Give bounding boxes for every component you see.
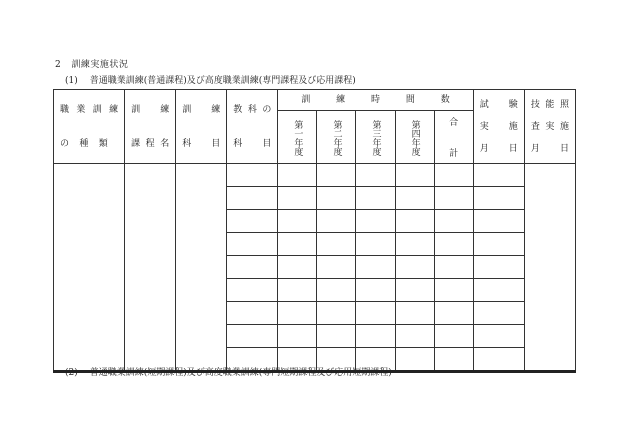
table-cell[interactable] (317, 325, 356, 348)
table-cell[interactable] (473, 164, 524, 187)
table-cell[interactable] (278, 302, 317, 325)
table-cell[interactable] (317, 233, 356, 256)
header-year-3: 第三年度 (356, 111, 395, 164)
subsection-2-number: (2) (65, 368, 78, 378)
table-cell[interactable] (473, 325, 524, 348)
cell-skill-check-date[interactable] (524, 164, 575, 372)
table-cell[interactable] (395, 302, 434, 325)
table-cell[interactable] (395, 325, 434, 348)
table-cell[interactable] (317, 164, 356, 187)
table-cell[interactable] (227, 256, 278, 279)
table-cell[interactable] (278, 187, 317, 210)
table-cell[interactable] (227, 210, 278, 233)
section-number: 2 (55, 60, 62, 70)
table-cell[interactable] (434, 187, 473, 210)
table-cell[interactable] (473, 233, 524, 256)
table-cell[interactable] (473, 279, 524, 302)
header-training-kind: 職 業 訓 練 の 種 類 (54, 90, 125, 164)
table-cell[interactable] (395, 256, 434, 279)
table-cell[interactable] (278, 256, 317, 279)
table-cell[interactable] (227, 302, 278, 325)
table-cell[interactable] (317, 210, 356, 233)
table-cell[interactable] (317, 187, 356, 210)
table-cell[interactable] (278, 233, 317, 256)
table-cell[interactable] (227, 187, 278, 210)
table-cell[interactable] (395, 210, 434, 233)
table-cell[interactable] (317, 302, 356, 325)
table-cell[interactable] (434, 164, 473, 187)
header-skill-check-date: 技 能 照 査 実 施 月 日 (524, 90, 575, 164)
table-cell[interactable] (395, 164, 434, 187)
table-cell[interactable] (356, 279, 395, 302)
table-cell[interactable] (434, 325, 473, 348)
table-cell[interactable] (434, 302, 473, 325)
table-cell[interactable] (227, 164, 278, 187)
cell-training-subject[interactable] (176, 164, 227, 372)
table-cell[interactable] (395, 279, 434, 302)
subsection-1-text: 普通職業訓練(普通課程)及び高度職業訓練(専門課程及び応用課程) (89, 76, 356, 86)
cell-training-kind[interactable] (54, 164, 125, 372)
table-row (54, 164, 576, 187)
header-training-hours: 訓 練 時 間 数 (278, 90, 473, 111)
table-cell[interactable] (356, 233, 395, 256)
subsection-1-number: (1) (65, 76, 78, 86)
table-cell[interactable] (356, 210, 395, 233)
table-cell[interactable] (473, 210, 524, 233)
table-cell[interactable] (434, 256, 473, 279)
table-cell[interactable] (227, 279, 278, 302)
header-textbook-subject: 教 科 の 科 目 (227, 90, 278, 164)
table-cell[interactable] (395, 233, 434, 256)
table-cell[interactable] (434, 348, 473, 372)
table-cell[interactable] (473, 348, 524, 372)
table-cell[interactable] (317, 279, 356, 302)
table-cell[interactable] (434, 233, 473, 256)
table-cell[interactable] (317, 256, 356, 279)
table-cell[interactable] (473, 302, 524, 325)
cell-course-name[interactable] (125, 164, 176, 372)
table-cell[interactable] (356, 256, 395, 279)
subsection-1-title (65, 73, 356, 86)
table-cell[interactable] (356, 302, 395, 325)
table-cell[interactable] (356, 325, 395, 348)
header-year-4: 第四年度 (395, 111, 434, 164)
table-cell[interactable] (227, 233, 278, 256)
section-title-text: 訓練実施状況 (71, 60, 129, 70)
table-cell[interactable] (278, 279, 317, 302)
header-course-name: 訓 練 課 程 名 (125, 90, 176, 164)
header-total: 合 計 (434, 111, 473, 164)
table-cell[interactable] (395, 187, 434, 210)
training-table (53, 89, 576, 373)
table-cell[interactable] (395, 348, 434, 372)
header-exam-date: 試 験 実 施 月 日 (473, 90, 524, 164)
table-cell[interactable] (278, 325, 317, 348)
table-cell[interactable] (473, 256, 524, 279)
header-year-1: 第一年度 (278, 111, 317, 164)
table-cell[interactable] (278, 164, 317, 187)
table-cell[interactable] (356, 187, 395, 210)
subsection-2-text: 普通職業訓練(短期課程)及び高度職業訓練(専門短期課程及び応用短期課程) (89, 368, 392, 378)
table-cell[interactable] (356, 164, 395, 187)
table-cell[interactable] (434, 279, 473, 302)
table-cell[interactable] (227, 325, 278, 348)
table-cell[interactable] (278, 210, 317, 233)
subsection-2-title (65, 365, 392, 378)
section-title (55, 57, 128, 70)
table-cell[interactable] (434, 210, 473, 233)
table-cell[interactable] (473, 187, 524, 210)
header-training-subject: 訓 練 科 目 (176, 90, 227, 164)
header-year-2: 第二年度 (317, 111, 356, 164)
